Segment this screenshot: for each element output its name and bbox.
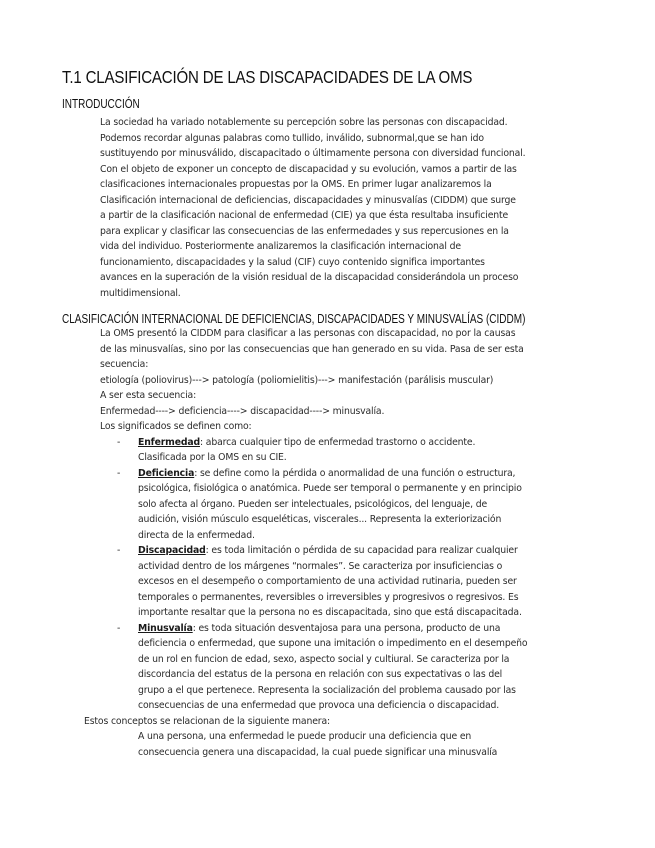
section-heading-ciddm: CLASIFICACIÓN INTERNACIONAL DE DEFICIENCIAS, DISCAPACIDADES Y MINUSVALÍAS (CIDDM) xyxy=(62,312,526,326)
definition-item-deficiencia xyxy=(100,466,608,544)
relation-intro: Estos conceptos se relacionan de la siguiente manera: xyxy=(84,715,330,727)
sequence-line: etiología (poliovirus)---> patología (poliomielitis)---> manifestación (parálisis muscular) xyxy=(100,374,494,386)
definition-line: solo afecta al órgano. Pueden ser intelectuales, psicológicos, del lenguaje, de xyxy=(138,498,488,510)
paragraph-line: La OMS presentó la CIDDM para clasificar a las personas con discapacidad, no por la causas xyxy=(100,328,516,339)
definition-line: consecuencias de una enfermedad que provoca una deficiencia o discapacidad. xyxy=(138,700,500,711)
definition-item-discapacidad xyxy=(100,543,608,621)
definition-line xyxy=(138,435,608,451)
paragraph-line: funcionamiento, discapacidades y la salud (CIF) cuyo contenido significa importantes xyxy=(100,256,485,268)
definition-line: actividad dentro de los márgenes “normales”. Se caracteriza por insuficiencias o xyxy=(138,560,503,572)
definition-line: grupo a el que pertenece. Representa la socialización del problema causado por las xyxy=(138,684,516,696)
paragraph-line: Los significados se definen como: xyxy=(100,421,252,432)
definition-line: de un rol en funcion de edad, sexo, aspecto social y cultiural. Se caracteriza por la xyxy=(138,653,510,665)
paragraph-line: para explicar y clasificar las consecuencias de las enfermedades y sus repercusiones en la xyxy=(100,225,509,237)
definition-text: : se define como la pérdida o anormalidad de una función o estructura, xyxy=(194,467,516,479)
definition-term: Minusvalía xyxy=(138,622,193,634)
bullet-dash-icon: - xyxy=(117,622,121,634)
definition-line: discordancia del estatus de la persona en relación con sus expectativas o las del xyxy=(138,669,503,680)
paragraph-line: clasificaciones internacionales propuestas por la OMS. En primer lugar analizaremos la xyxy=(100,179,492,190)
paragraph-line: Clasificación internacional de deficiencias, discapacidades y minusvalías (CIDDM) que surge xyxy=(100,194,516,206)
relation-line: A una persona, una enfermedad le puede producir una deficiencia que en xyxy=(138,731,472,742)
section-heading-introduccion: INTRODUCCIÓN xyxy=(62,97,140,111)
paragraph-line: secuencia: xyxy=(100,359,149,370)
paragraph-line: de las minusvalías, sino por las consecuencias que han generado en su vida. Pasa de ser esta xyxy=(100,343,524,355)
definition-text: : abarca cualquier tipo de enfermedad trastorno o accidente. xyxy=(199,436,476,448)
definition-line: Clasificada por la OMS en su CIE. xyxy=(138,452,287,463)
paragraph-line: vida del individuo. Posteriormente analizaremos la clasificación internacional de xyxy=(100,241,461,252)
definition-item-minusvalia xyxy=(100,621,608,714)
definition-line xyxy=(138,543,608,559)
definition-term: Enfermedad xyxy=(138,436,200,448)
paragraph-line: Podemos recordar algunas palabras como tullido, inválido, subnormal,que se han ido xyxy=(100,132,484,144)
definition-line: directa de la enfermedad. xyxy=(138,529,255,541)
definition-line: excesos en el desempeño o comportamiento de una actividad rutinaria, pueden ser xyxy=(138,576,517,587)
definition-line: temporales o permanentes, reversibles o irreversibles y progresivos o regresivos. Es xyxy=(138,591,519,603)
sequence-line: Enfermedad----> deficiencia----> discapacidad----> minusvalía. xyxy=(100,405,385,417)
definition-term: Deficiencia xyxy=(138,467,195,479)
definition-text: : es toda limitación o pérdida de su capacidad para realizar cualquier xyxy=(205,545,518,556)
ciddm-section-body xyxy=(84,326,608,760)
definition-line: importante resaltar que la persona no es discapacitada, sino que está discapacitada. xyxy=(138,607,522,618)
definition-line xyxy=(138,621,608,637)
intro-paragraph xyxy=(100,115,608,301)
definition-item-enfermedad xyxy=(100,435,608,466)
paragraph-line: a partir de la clasificación nacional de enfermedad (CIE) ya que ésta resultaba insuficiente xyxy=(100,210,509,221)
definition-line xyxy=(138,466,608,482)
paragraph-line: Con el objeto de exponer un concepto de discapacidad y su evolución, vamos a partir de las xyxy=(100,163,517,175)
relation-line: consecuencia genera una discapacidad, la cual puede significar una minusvalía xyxy=(138,746,498,758)
page-title: T.1 CLASIFICACIÓN DE LAS DISCAPACIDADES DE LA OMS xyxy=(62,67,473,87)
definition-line: deficiencia o enfermedad, que supone una imitación o impedimento en el desempeño xyxy=(138,638,528,649)
definition-line: audición, visión músculo esqueléticas, viscerales... Representa la exteriorización xyxy=(138,514,502,525)
paragraph-line: sustituyendo por minusválido, discapacitado o últimamente persona con diversidad funcional. xyxy=(100,148,526,159)
bullet-dash-icon: - xyxy=(117,436,121,448)
bullet-dash-icon: - xyxy=(117,467,121,479)
definition-term: Discapacidad xyxy=(138,545,206,556)
bullet-dash-icon: - xyxy=(117,545,121,556)
definition-line: psicológica, fisiológica o anatómica. Puede ser temporal o permanente y en principio xyxy=(138,483,522,494)
definition-text: : es toda situación desventajosa para una persona, producto de una xyxy=(192,622,501,634)
paragraph-line: La sociedad ha variado notablemente su percepción sobre las personas con discapacidad. xyxy=(100,117,508,128)
paragraph-line: multidimensional. xyxy=(100,287,181,299)
paragraph-line: avances en la superación de la visión residual de la discapacidad considerándola un proceso xyxy=(100,272,519,283)
paragraph-line: A ser esta secuencia: xyxy=(100,390,197,401)
